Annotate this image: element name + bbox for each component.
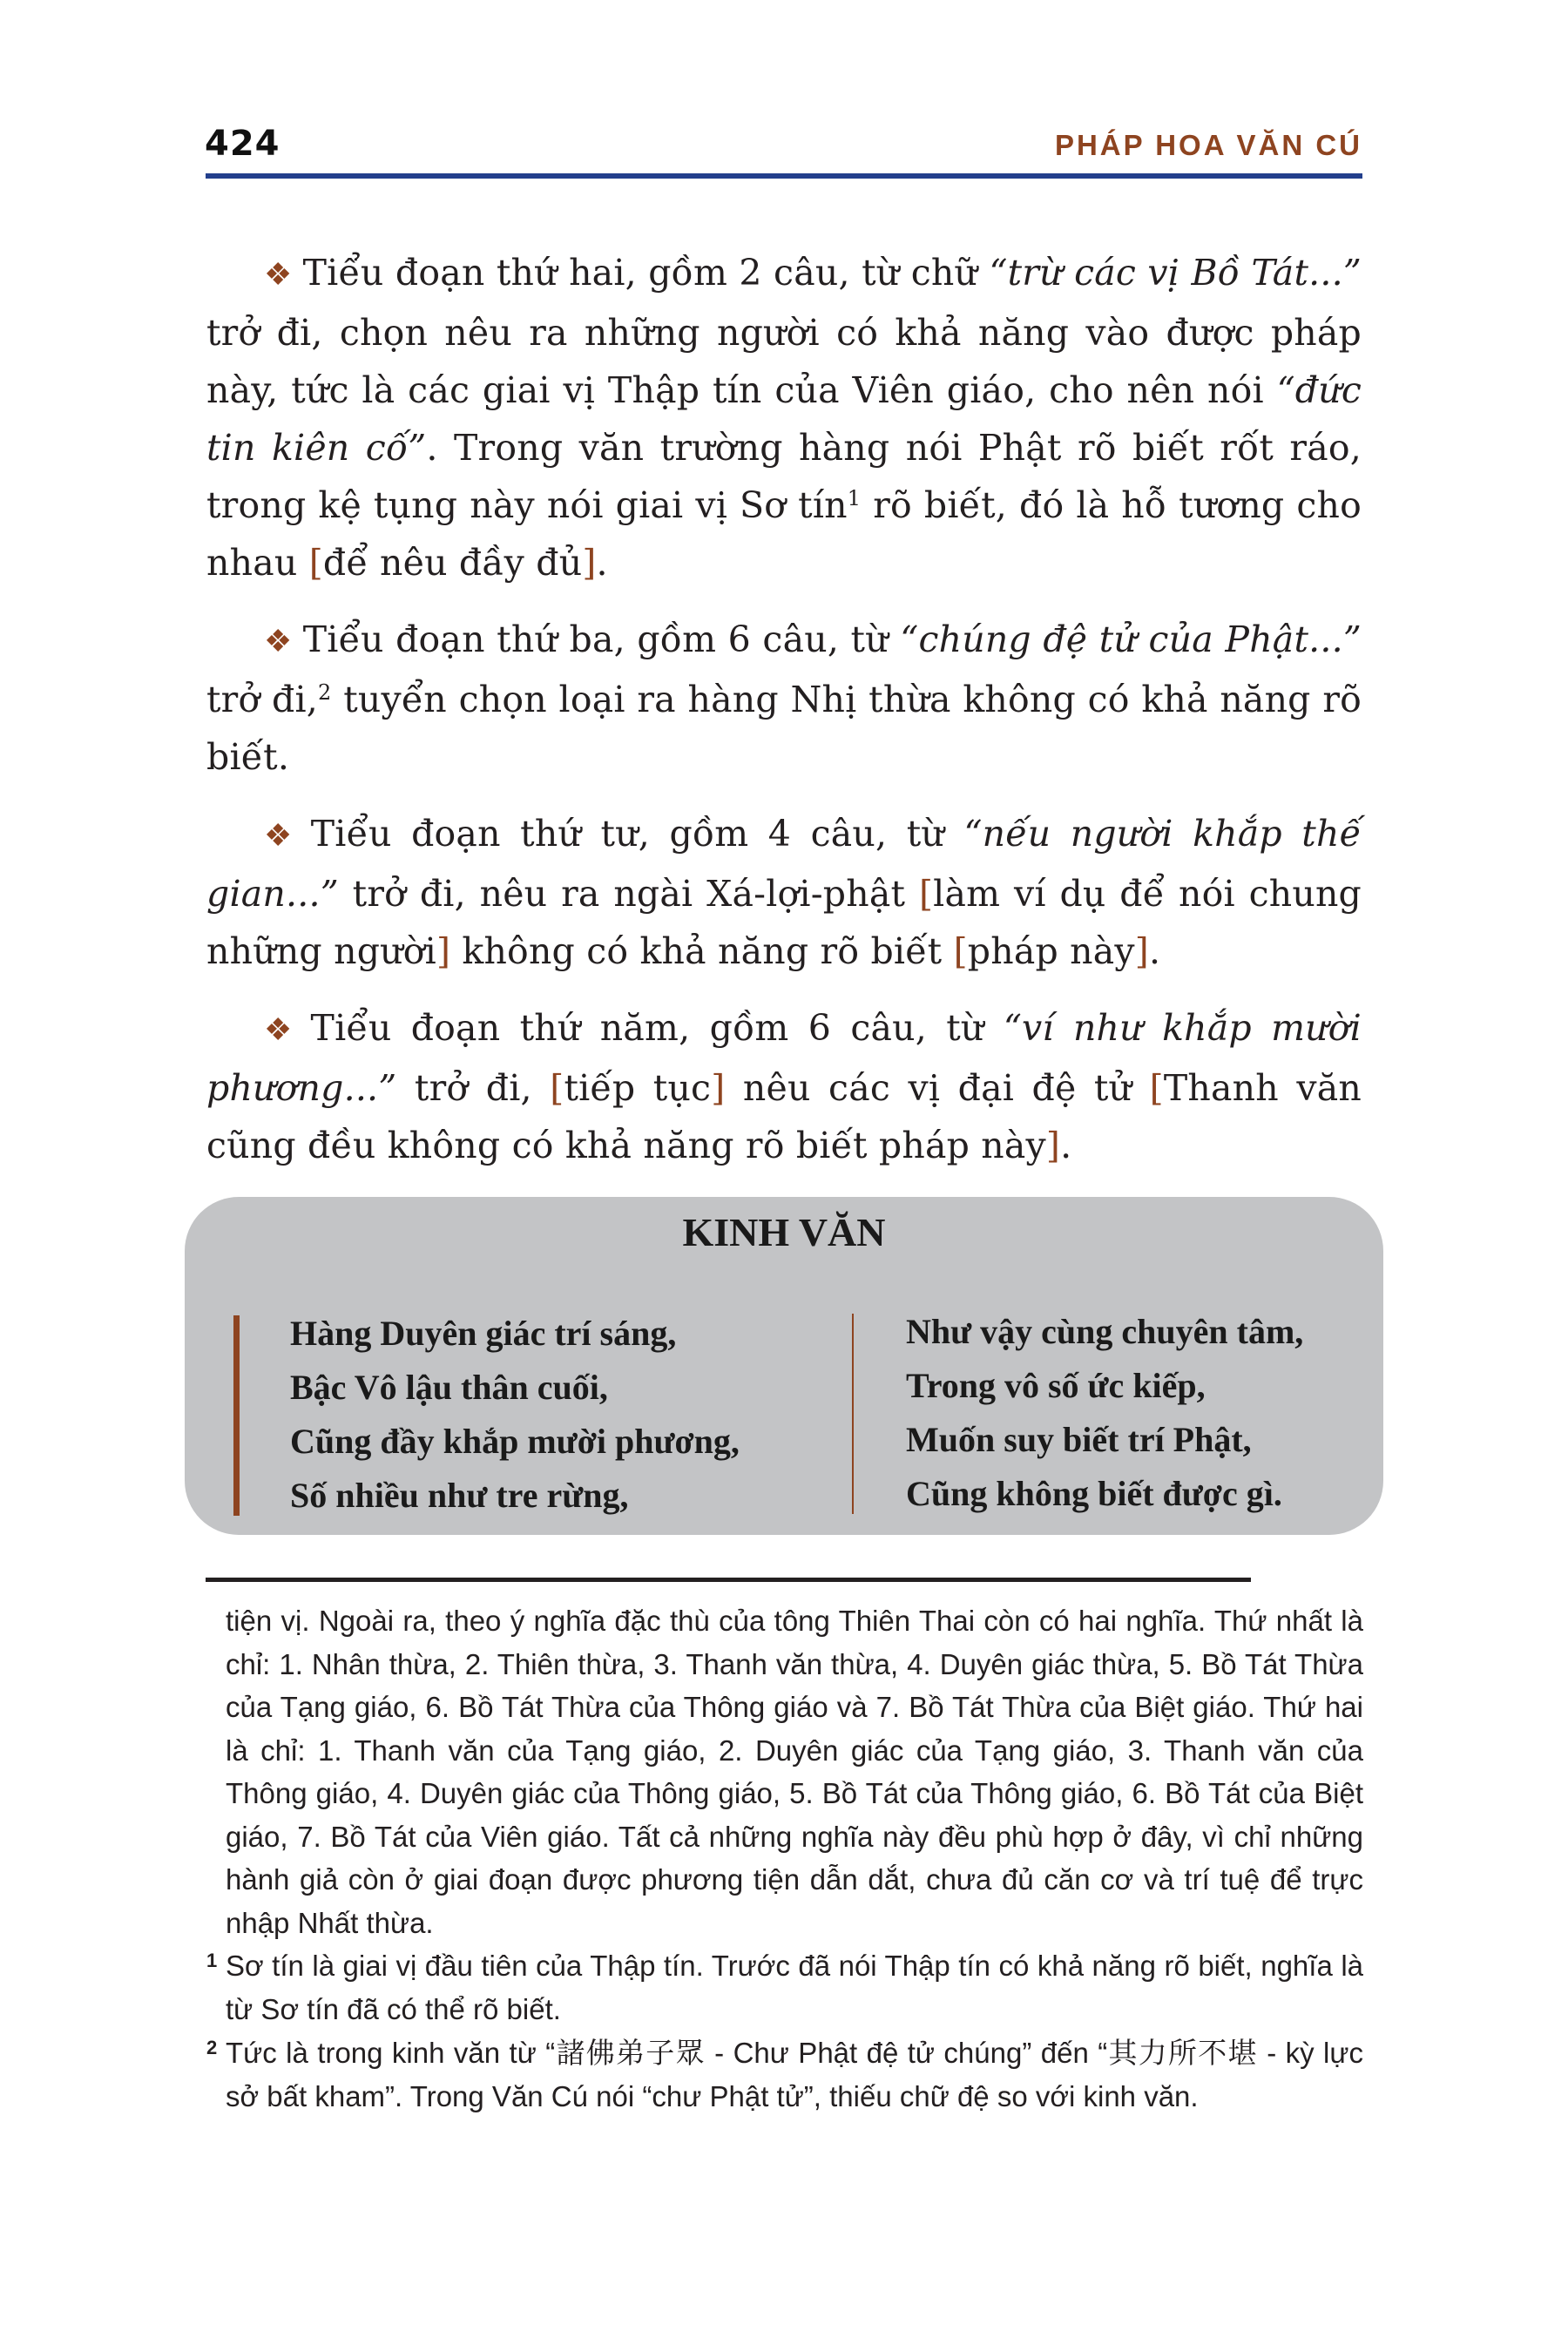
- bracket-open: [: [918, 873, 934, 915]
- diamond-bullet-icon: ❖: [264, 1012, 301, 1048]
- scripture-box: [185, 1197, 1383, 1535]
- left-accent-bar: [233, 1315, 240, 1516]
- text: .: [596, 542, 608, 584]
- footnote-ref-2[interactable]: 2: [318, 680, 332, 705]
- paragraph-3: [206, 611, 1362, 786]
- verse-line: Hàng Duyên giác trí sáng,: [290, 1314, 677, 1353]
- quote: “trừ các vị Bồ Tát...”: [989, 252, 1362, 294]
- text: nêu các vị đại đệ tử: [725, 1067, 1150, 1109]
- footnote-separator: [206, 1578, 1251, 1582]
- bracket-open: [: [1149, 1067, 1164, 1109]
- bracket-close: ]: [582, 542, 597, 584]
- column-divider: [852, 1314, 854, 1514]
- text: trở đi, nêu ra ngài Xá-lợi-phật: [338, 873, 919, 915]
- text: .: [1148, 930, 1161, 972]
- quote: “chúng đệ tử của Phật...”: [900, 618, 1362, 660]
- verse-column-right: [906, 1305, 1303, 1521]
- verse-line: Cũng không biết được gì.: [906, 1474, 1282, 1513]
- footnote-text: Sơ tín là giai vị đầu tiên của Thập tín. Trước đã nói Thập tín có khả năng rõ biết, nghĩa là từ Sơ tín đã có thể rõ biết.: [226, 1950, 1363, 2025]
- diamond-bullet-icon: ❖: [264, 257, 293, 293]
- scripture-box-title: KINH VĂN: [682, 1210, 886, 1254]
- bracket-open: [: [953, 930, 968, 972]
- text: không có khả năng rõ biết: [450, 930, 954, 972]
- text: Tiểu đoạn thứ tư, gồm 4 câu, từ: [310, 813, 964, 855]
- footnote-text: Tức là trong kinh văn từ “諸佛弟子眾 - Chư Phật đệ tử chúng” đến “其力所不堪 - kỳ lực sở bất kham”. Trong Văn Cú nói “chư Phật tử”, thiếu chữ đệ so với kinh văn.: [226, 2037, 1363, 2112]
- editorial-insertion: làm ví dụ để nói chung những người: [206, 873, 1362, 972]
- editorial-insertion: tiếp tục: [564, 1067, 712, 1109]
- text: trở đi, chọn nêu ra những người có khả năng vào được pháp này, tức là các giai vị Thập tín của Viên giáo, cho nên nói: [206, 312, 1362, 411]
- diamond-bullet-icon: ❖: [264, 624, 293, 659]
- main-text: [206, 244, 1362, 1193]
- verse-line: Cũng đầy khắp mười phương,: [290, 1422, 740, 1461]
- paragraph-2: [206, 244, 1362, 591]
- footnote-2: [206, 2031, 1363, 2118]
- diamond-bullet-icon: ❖: [264, 818, 301, 854]
- footnote-1: [206, 1944, 1363, 2031]
- paragraph-5: [206, 999, 1362, 1174]
- verse-line: Số nhiều như tre rừng,: [290, 1476, 629, 1515]
- text: Tiểu đoạn thứ ba, gồm 6 câu, từ: [302, 618, 901, 660]
- editorial-insertion: Thanh văn cũng đều không có khả năng rõ biết pháp này: [206, 1067, 1362, 1166]
- quote: “nếu người khắp thế gian...”: [206, 813, 1362, 915]
- editorial-insertion: pháp này: [967, 930, 1135, 972]
- editorial-insertion: để nêu đầy đủ: [322, 542, 583, 584]
- text: rõ biết, đó là hỗ tương cho nhau: [206, 484, 1362, 584]
- verse-line: Bậc Vô lậu thân cuối,: [290, 1368, 608, 1407]
- text: trở đi,: [396, 1067, 551, 1109]
- paragraph-4: [206, 805, 1362, 980]
- bracket-open: [: [550, 1067, 564, 1109]
- header-rule: [206, 173, 1362, 179]
- footnote-ref-1[interactable]: 1: [847, 486, 862, 510]
- bracket-open: [: [308, 542, 323, 584]
- running-header-title: PHÁP HOA VĂN CÚ: [1054, 129, 1362, 161]
- page-number: 424: [205, 124, 280, 164]
- text: trở đi,: [206, 679, 319, 720]
- text: Tiểu đoạn thứ năm, gồm 6 câu, từ: [310, 1007, 1004, 1049]
- bracket-close: ]: [1134, 930, 1149, 972]
- verse-line: Muốn suy biết trí Phật,: [906, 1420, 1252, 1459]
- footnote-marker: 1: [206, 1950, 218, 1971]
- verse-line: Trong vô số ức kiếp,: [906, 1366, 1206, 1405]
- bracket-close: ]: [436, 930, 451, 972]
- footnote-marker: 2: [206, 2037, 218, 2058]
- footnote-continuation: tiện vị. Ngoài ra, theo ý nghĩa đặc thù của tông Thiên Thai còn có hai nghĩa. Thứ nhất là chỉ: 1. Nhân thừa, 2. Thiên thừa, 3. Thanh văn thừa, 4. Duyên giác thừa, 5. Bồ Tát Thừa của Tạng giáo, 6. Bồ Tát Thừa của Thông giáo và 7. Bồ Tát Thừa của Biệt giáo. Thứ hai là chỉ: 1. Thanh văn của Tạng giáo, 2. Duyên giác của Tạng giáo, 3. Thanh văn của Thông giáo, 4. Duyên giác của Thông giáo, 5. Bồ Tát của Thông giáo, 6. Bồ Tát của Biệt giáo, 7. Bồ Tát của Viên giáo. Tất cả những nghĩa này đều phù hợp ở đây, vì chỉ những hành giả còn ở giai đoạn được phương tiện dẫn dắt, chưa đủ căn cơ và trí tuệ để trực nhập Nhất thừa.: [226, 1605, 1363, 1939]
- text: tuyển chọn loại ra hàng Nhị thừa không có khả năng rõ biết.: [206, 679, 1362, 778]
- quote: “đức tin kiên cố”: [206, 369, 1362, 469]
- bracket-close: ]: [711, 1067, 726, 1109]
- quote: “ví như khắp mười phương...”: [206, 1007, 1362, 1109]
- verse-line: Như vậy cùng chuyên tâm,: [906, 1312, 1304, 1351]
- verse-column-left: [290, 1307, 740, 1523]
- text: . Trong văn trường hàng nói Phật rõ biết rốt ráo, trong kệ tụng này nói giai vị Sơ tín: [206, 427, 1362, 526]
- bracket-close: ]: [1045, 1125, 1061, 1166]
- text: .: [1060, 1125, 1072, 1166]
- text: Tiểu đoạn thứ hai, gồm 2 câu, từ chữ: [302, 252, 990, 294]
